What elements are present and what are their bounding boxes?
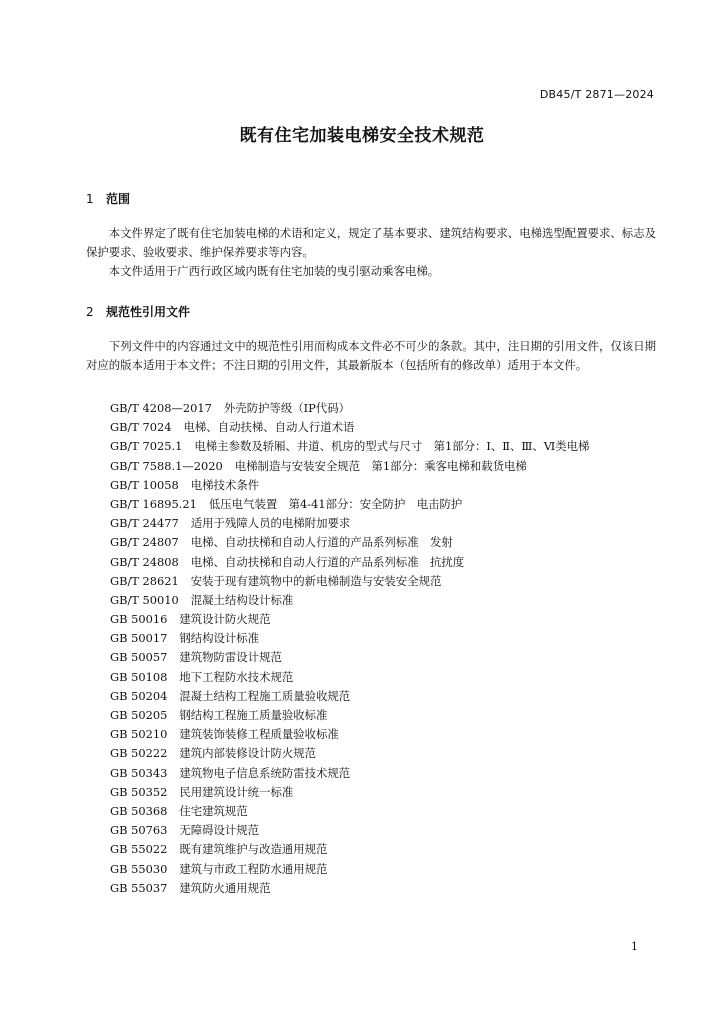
reference-title: 建筑设计防火规范	[179, 612, 271, 627]
reference-code: GB/T 28621	[110, 573, 179, 588]
reference-title: 电梯技术条件	[190, 477, 260, 492]
reference-item	[110, 840, 589, 859]
reference-title: 电梯主参数及轿厢、井道、机房的型式与尺寸 第1部分：Ⅰ、Ⅱ、Ⅲ、Ⅵ类电梯	[194, 439, 590, 454]
scope-paragraph-1: 本文件界定了既有住宅加装电梯的术语和定义，规定了基本要求、建筑结构要求、电梯选型配置要求、标志及保护要求、验收要求、维护保养要求等内容。	[86, 226, 656, 259]
section-number: 1	[86, 192, 94, 206]
reference-code: GB 50763	[110, 823, 168, 838]
reference-item	[110, 783, 589, 802]
section-1-heading	[86, 190, 130, 207]
reference-item	[110, 744, 589, 763]
reference-item	[110, 591, 589, 610]
reference-item	[110, 399, 589, 418]
reference-title: 建筑装饰装修工程质量验收标准	[179, 727, 339, 742]
reference-code: GB/T 7588.1—2020	[110, 458, 223, 473]
reference-item	[110, 629, 589, 648]
reference-code: GB/T 50010	[110, 592, 179, 607]
reference-title: 混凝土结构设计标准	[190, 592, 294, 607]
reference-code: GB 50352	[110, 784, 168, 799]
reference-title: 建筑防火通用规范	[179, 880, 271, 895]
reference-code: GB 50222	[110, 746, 168, 761]
reference-title: 民用建筑设计统一标准	[179, 784, 294, 799]
reference-item	[110, 495, 589, 514]
reference-item	[110, 860, 589, 879]
reference-code: GB/T 7024	[110, 420, 172, 435]
reference-title: 电梯制造与安装安全规范 第1部分：乘客电梯和载货电梯	[234, 458, 527, 473]
reference-code: GB 55022	[110, 842, 168, 857]
reference-title: 建筑与市政工程防水通用规范	[179, 861, 328, 876]
reference-item	[110, 418, 589, 437]
reference-code: GB 50205	[110, 708, 168, 722]
reference-code: GB/T 24477	[110, 516, 179, 531]
document-code: DB45/T 2871—2024	[539, 88, 654, 101]
reference-item	[110, 572, 589, 591]
reference-title: 电梯、自动扶梯和自动人行道的产品系列标准 抗扰度	[190, 554, 465, 569]
reference-item	[110, 687, 589, 706]
reference-title: 安装于现有建筑物中的新电梯制造与安装安全规范	[190, 573, 442, 588]
section-title: 范围	[106, 192, 131, 206]
reference-title: 钢结构设计标准	[179, 631, 260, 646]
reference-title: 适用于残障人员的电梯附加要求	[190, 516, 351, 531]
reference-item	[110, 457, 589, 476]
reference-title: 地下工程防水技术规范	[179, 669, 294, 684]
reference-title: 建筑内部装修设计防火规范	[179, 746, 317, 761]
reference-title: 住宅建筑规范	[179, 803, 248, 818]
reference-item	[110, 802, 589, 821]
reference-code: GB 50343	[110, 765, 168, 780]
reference-item	[110, 610, 589, 629]
reference-code: GB 50057	[110, 650, 168, 665]
reference-code: GB 50016	[110, 612, 168, 627]
reference-item	[110, 764, 589, 783]
scope-paragraph-2: 本文件适用于广西行政区域内既有住宅加装的曳引驱动乘客电梯。	[108, 264, 440, 278]
reference-code: GB 50368	[110, 803, 168, 818]
reference-title: 混凝土结构工程施工质量验收规范	[179, 688, 351, 703]
reference-title: 电梯、自动扶梯、自动人行道术语	[183, 420, 355, 435]
reference-code: GB 50204	[110, 688, 168, 703]
reference-title: 无障碍设计规范	[179, 823, 260, 838]
reference-code: GB/T 7025.1	[110, 439, 183, 454]
reference-item	[110, 514, 589, 533]
reference-item	[110, 706, 589, 725]
section-2-heading	[86, 303, 190, 320]
reference-title: 低压电气装置 第4-41部分：安全防护 电击防护	[208, 496, 463, 511]
reference-code: GB/T 10058	[110, 477, 179, 492]
reference-title: 建筑物电子信息系统防雷技术规范	[179, 765, 351, 780]
reference-item	[110, 821, 589, 840]
page-number: 1	[631, 940, 638, 953]
reference-title: 既有建筑维护与改造通用规范	[179, 842, 328, 857]
reference-code: GB/T 24807	[110, 535, 179, 550]
reference-item	[110, 437, 589, 456]
reference-item	[110, 668, 589, 687]
reference-item	[110, 879, 589, 898]
reference-item	[110, 533, 589, 552]
section-number: 2	[86, 305, 94, 319]
reference-item	[110, 725, 589, 744]
reference-code: GB 55030	[110, 861, 168, 876]
reference-title: 建筑物防雷设计规范	[179, 650, 282, 665]
reference-item	[110, 476, 589, 495]
normative-references-intro: 下列文件中的内容通过文中的规范性引用而构成本文件必不可少的条款。其中，注日期的引用文件，仅该日期对应的版本适用于本文件；不注日期的引用文件，其最新版本（包括所有的修改单）适用于本文件。	[86, 339, 656, 372]
reference-code: GB 55037	[110, 880, 168, 895]
reference-code: GB 50017	[110, 631, 168, 646]
reference-title: 外壳防护等级（IP代码）	[223, 401, 350, 415]
reference-title: 电梯、自动扶梯和自动人行道的产品系列标准 发射	[190, 535, 453, 550]
reference-title: 钢结构工程施工质量验收标准	[179, 708, 328, 722]
reference-code: GB/T 24808	[110, 554, 179, 569]
section-title: 规范性引用文件	[106, 305, 191, 319]
reference-item	[110, 553, 589, 572]
reference-code: GB/T 4208—2017	[110, 401, 212, 415]
reference-list	[110, 399, 589, 898]
reference-code: GB 50108	[110, 669, 168, 684]
document-title: 既有住宅加装电梯安全技术规范	[239, 126, 485, 146]
reference-item	[110, 648, 589, 667]
reference-code: GB 50210	[110, 727, 168, 742]
reference-code: GB/T 16895.21	[110, 496, 197, 511]
